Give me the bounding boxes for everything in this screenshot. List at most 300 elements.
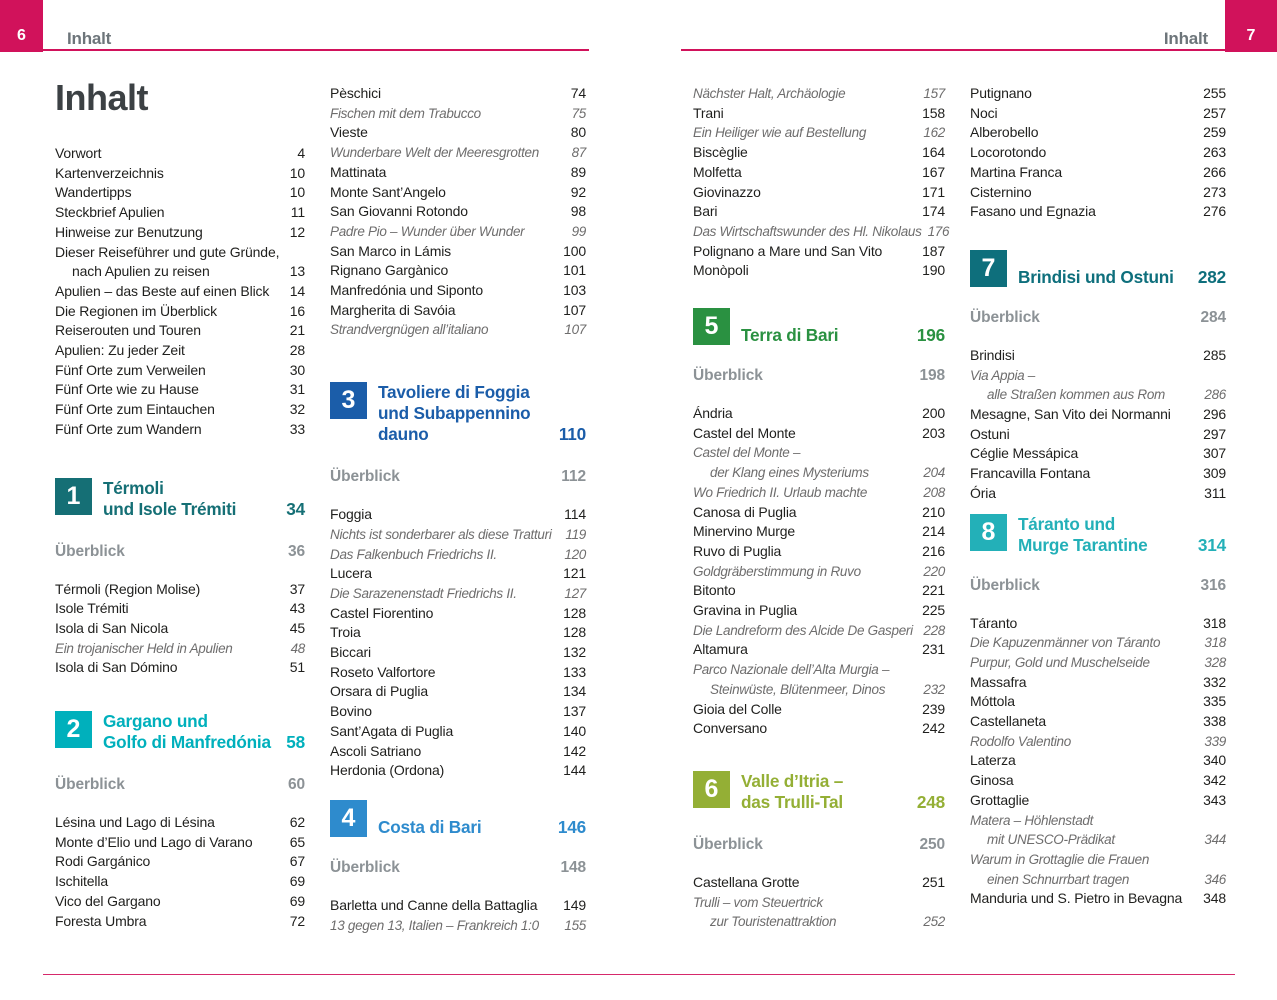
overview-label: Überblick bbox=[693, 835, 763, 853]
chapter-page-number: 110 bbox=[558, 424, 586, 445]
toc-entry bbox=[693, 719, 945, 739]
entry-label: Warum in Grottaglie die Frauen bbox=[970, 851, 1150, 867]
entry-label: Castellana Grotte bbox=[693, 873, 800, 890]
entry-page-number: 87 bbox=[571, 145, 586, 161]
chapter-page-number: 146 bbox=[557, 816, 586, 837]
toc-entry bbox=[970, 143, 1226, 163]
entry-label: Noci bbox=[970, 104, 998, 121]
entry-label: Nichts ist sonderbarer als diese Tratturi bbox=[330, 526, 552, 542]
entry-label: Rodi Gargánico bbox=[55, 853, 151, 870]
toc-entry bbox=[55, 183, 305, 203]
entry-label: Ruvo di Puglia bbox=[693, 542, 782, 559]
entry-label: Ein Heiliger wie auf Bestellung bbox=[693, 125, 867, 141]
chapter-title bbox=[378, 382, 586, 445]
toc-entry bbox=[970, 633, 1226, 653]
entry-label: Ória bbox=[970, 484, 996, 501]
entry-label: Putignano bbox=[970, 85, 1032, 101]
chapter-title-line: Térmoli bbox=[103, 477, 164, 498]
entry-label: Nächster Halt, Archäologie bbox=[693, 86, 846, 101]
entry-page-number: 348 bbox=[1203, 890, 1226, 907]
entry-page-number: 307 bbox=[1203, 445, 1226, 462]
chapter-title-line: und Subappennino bbox=[378, 403, 531, 424]
entry-page-number: 286 bbox=[1204, 387, 1226, 403]
entry-page-number: 309 bbox=[1203, 465, 1226, 482]
entry-page-number: 89 bbox=[570, 163, 586, 180]
chapter-title bbox=[103, 478, 305, 520]
chapter-title-line: Costa di Bari bbox=[378, 816, 482, 837]
toc-entry bbox=[970, 850, 1226, 870]
chapter-number-badge: 2 bbox=[55, 711, 92, 748]
entry-page-number: 228 bbox=[923, 622, 945, 638]
chapter-title bbox=[1018, 514, 1226, 556]
header-rule-right bbox=[681, 49, 1225, 51]
entry-label: Lucera bbox=[330, 565, 372, 582]
entry-label: Fünf Orte zum Wandern bbox=[55, 420, 202, 437]
chapter-number-badge: 5 bbox=[693, 308, 730, 345]
entry-page-number: 221 bbox=[922, 582, 945, 599]
entry-page-number: 69 bbox=[289, 892, 305, 909]
entry-page-number: 158 bbox=[922, 104, 945, 121]
entry-label: Vico del Gargano bbox=[55, 892, 161, 909]
overview-label: Überblick bbox=[970, 308, 1040, 326]
entry-label: Monòpoli bbox=[693, 262, 749, 279]
toc-entry bbox=[693, 873, 945, 893]
entry-page-number: 171 bbox=[922, 183, 945, 200]
entry-label: Brindisi bbox=[970, 346, 1015, 363]
overview-label: Überblick bbox=[330, 468, 400, 486]
entry-page-number: 144 bbox=[563, 762, 586, 779]
toc-entry bbox=[693, 640, 945, 660]
running-header-left: Inhalt bbox=[67, 29, 112, 48]
toc-entry bbox=[970, 771, 1226, 791]
toc-entry bbox=[330, 545, 586, 565]
chapter-title-line: Terra di Bari bbox=[741, 325, 839, 346]
entry-label: Fünf Orte wie zu Hause bbox=[55, 381, 199, 398]
toc-entry bbox=[693, 522, 945, 542]
toc-entry bbox=[55, 262, 305, 282]
page-number-left: 6 bbox=[17, 27, 26, 44]
toc-entry bbox=[970, 791, 1226, 811]
chapter-4-header bbox=[330, 800, 586, 838]
entry-page-number: 74 bbox=[570, 85, 586, 101]
overview-page-number: 148 bbox=[560, 858, 586, 876]
entry-page-number: 13 bbox=[289, 263, 305, 280]
entry-page-number: 239 bbox=[922, 700, 945, 717]
chapter-7-header bbox=[970, 250, 1226, 288]
toc-entry bbox=[970, 732, 1226, 752]
toc-entry bbox=[693, 104, 945, 124]
overview-page-number: 36 bbox=[287, 542, 305, 560]
entry-page-number: 162 bbox=[923, 125, 945, 141]
toc-entry bbox=[330, 643, 586, 663]
entry-page-number: 32 bbox=[289, 401, 305, 418]
toc-entry bbox=[55, 321, 305, 341]
page-number-box-right bbox=[1225, 0, 1277, 52]
footer-rule bbox=[43, 974, 1235, 975]
overview-page-number: 112 bbox=[561, 468, 586, 486]
toc-page-title: Inhalt bbox=[55, 77, 148, 118]
entry-label: Das Wirtschaftswunder des Hl. Nikolaus bbox=[693, 223, 922, 239]
entry-page-number: 128 bbox=[563, 624, 586, 641]
entry-label: nach Apulien zu reisen bbox=[72, 263, 210, 280]
entry-page-number: 311 bbox=[1204, 484, 1226, 501]
entry-label: Herdonia (Ordona) bbox=[330, 762, 445, 779]
entry-label: Isole Trémiti bbox=[55, 600, 129, 617]
entry-page-number: 65 bbox=[289, 833, 305, 850]
entry-label: Fünf Orte zum Eintauchen bbox=[55, 401, 215, 418]
entry-label: Das Falkenbuch Friedrichs II. bbox=[330, 546, 497, 562]
entry-page-number: 204 bbox=[923, 465, 945, 481]
entry-page-number: 114 bbox=[564, 506, 586, 523]
entry-label: Bari bbox=[693, 203, 718, 220]
toc-entry bbox=[330, 604, 586, 624]
entry-page-number: 75 bbox=[571, 105, 586, 121]
toc-entry bbox=[55, 619, 305, 639]
toc-entry bbox=[55, 852, 305, 872]
toc-entry bbox=[330, 722, 586, 742]
entry-page-number: 335 bbox=[1203, 693, 1226, 710]
entry-label: Céglie Messápica bbox=[970, 445, 1079, 462]
toc-entry bbox=[330, 163, 586, 183]
overview-label: Überblick bbox=[55, 542, 125, 560]
entry-label: Wo Friedrich II. Urlaub machte bbox=[693, 484, 868, 500]
chapter-page-number: 282 bbox=[1197, 266, 1226, 287]
chapter-page-number: 58 bbox=[286, 732, 305, 753]
entry-page-number: 140 bbox=[563, 722, 586, 739]
entry-page-number: 132 bbox=[563, 644, 586, 661]
toc-entry bbox=[55, 892, 305, 912]
entry-page-number: 16 bbox=[289, 302, 305, 319]
entry-label: Bitonto bbox=[693, 582, 736, 599]
toc-entry bbox=[330, 320, 586, 340]
entry-page-number: 4 bbox=[297, 145, 305, 161]
toc-entry bbox=[693, 542, 945, 562]
entry-page-number: 187 bbox=[922, 242, 945, 259]
chapter-page-number: 314 bbox=[1197, 534, 1226, 555]
entry-page-number: 99 bbox=[571, 223, 586, 239]
toc-entry bbox=[330, 742, 586, 762]
toc-entry bbox=[970, 614, 1226, 634]
toc-entry bbox=[970, 889, 1226, 909]
entry-label: Apulien – das Beste auf einen Blick bbox=[55, 282, 270, 299]
toc-entry bbox=[330, 623, 586, 643]
entry-page-number: 255 bbox=[1203, 85, 1226, 101]
entry-label: Ándria bbox=[693, 405, 733, 422]
entry-page-number: 43 bbox=[289, 600, 305, 617]
toc-entry bbox=[330, 505, 586, 525]
entry-page-number: 203 bbox=[922, 424, 945, 441]
toc-entry bbox=[970, 84, 1226, 104]
entry-label: Biccari bbox=[330, 644, 371, 661]
entry-page-number: 30 bbox=[289, 361, 305, 378]
entry-page-number: 225 bbox=[922, 602, 945, 619]
entry-page-number: 210 bbox=[922, 503, 945, 520]
chapter-title-line: Golfo di Manfredónia bbox=[103, 732, 271, 753]
entry-page-number: 121 bbox=[563, 565, 586, 582]
toc-entry bbox=[970, 163, 1226, 183]
chapter-page-number: 248 bbox=[916, 791, 945, 812]
entry-page-number: 21 bbox=[289, 322, 305, 339]
entry-label: Reiserouten und Touren bbox=[55, 322, 201, 339]
toc-entry bbox=[693, 680, 945, 700]
entry-page-number: 176 bbox=[927, 223, 950, 239]
entry-label: Grottaglie bbox=[970, 791, 1030, 808]
entry-label: Rignano Gargànico bbox=[330, 262, 449, 279]
entry-label: Monte Sant’Angelo bbox=[330, 183, 446, 200]
overview-page-number: 250 bbox=[919, 835, 945, 853]
entry-page-number: 297 bbox=[1203, 425, 1226, 442]
overview-row bbox=[55, 542, 305, 562]
toc-entry bbox=[693, 183, 945, 203]
entry-label: Molfetta bbox=[693, 163, 742, 180]
toc-entry bbox=[55, 833, 305, 853]
entry-page-number: 48 bbox=[290, 640, 305, 656]
toc-entry bbox=[693, 143, 945, 163]
entry-page-number: 257 bbox=[1203, 104, 1226, 121]
entry-page-number: 120 bbox=[564, 546, 586, 562]
toc-entry bbox=[693, 463, 945, 483]
toc-entry bbox=[970, 366, 1226, 386]
toc-entry bbox=[693, 621, 945, 641]
entry-label: Isola di San Nicola bbox=[55, 619, 169, 636]
toc-entry bbox=[330, 222, 586, 242]
toc-entry bbox=[330, 525, 586, 545]
chapter-8-header bbox=[970, 514, 1226, 556]
toc-entry bbox=[330, 281, 586, 301]
toc-entry bbox=[693, 893, 945, 913]
entry-page-number: 31 bbox=[289, 381, 305, 398]
toc-entry bbox=[970, 385, 1226, 405]
entry-label: Trani bbox=[693, 104, 724, 121]
toc-entry bbox=[693, 660, 945, 680]
toc-entry bbox=[693, 503, 945, 523]
entry-page-number: 338 bbox=[1203, 713, 1226, 730]
entry-page-number: 266 bbox=[1203, 163, 1226, 180]
entry-page-number: 276 bbox=[1203, 203, 1226, 220]
entry-label: Gravina in Puglia bbox=[693, 602, 798, 619]
entry-label: Ascoli Satriano bbox=[330, 742, 422, 759]
entry-label: Térmoli (Region Molise) bbox=[55, 580, 201, 597]
toc-entry bbox=[693, 424, 945, 444]
entry-label: Die Regionen im Überblick bbox=[55, 302, 217, 319]
entry-page-number: 164 bbox=[922, 144, 945, 161]
entry-label: Sant’Agata di Puglia bbox=[330, 722, 454, 739]
toc-entry bbox=[330, 104, 586, 124]
entry-label: Lésina und Lago di Lésina bbox=[55, 814, 215, 831]
chapter-title bbox=[741, 308, 945, 346]
toc-column-3 bbox=[693, 84, 950, 932]
toc-entry bbox=[55, 599, 305, 619]
toc-entry bbox=[693, 581, 945, 601]
entry-label: Ein trojanischer Held in Apulien bbox=[55, 640, 233, 656]
entry-label: Castellaneta bbox=[970, 713, 1047, 730]
entry-label: Parco Nazionale dell’Alta Murgia – bbox=[693, 662, 890, 678]
toc-entry bbox=[970, 673, 1226, 693]
entry-page-number: 107 bbox=[564, 322, 586, 338]
toc-entry bbox=[55, 580, 305, 600]
toc-entry bbox=[693, 123, 945, 143]
chapter-title-line: Brindisi und Ostuni bbox=[1018, 266, 1174, 287]
running-header-right: Inhalt bbox=[1163, 29, 1208, 48]
overview-page-number: 284 bbox=[1200, 308, 1226, 326]
entry-label: Die Landreform des Alcide De Gasperi bbox=[693, 622, 913, 638]
entry-page-number: 344 bbox=[1204, 832, 1226, 848]
entry-label: Castel del Monte bbox=[693, 424, 796, 441]
toc-entry bbox=[330, 183, 586, 203]
entry-label: Manduria und S. Pietro in Bevagna bbox=[970, 890, 1183, 907]
entry-page-number: 28 bbox=[289, 342, 305, 359]
entry-page-number: 231 bbox=[922, 641, 945, 658]
entry-label: Minervino Murge bbox=[693, 523, 796, 540]
toc-entry bbox=[970, 405, 1226, 425]
entry-label: Margherita di Savóia bbox=[330, 301, 456, 318]
entry-label: Foresta Umbra bbox=[55, 912, 147, 929]
toc-entry bbox=[970, 692, 1226, 712]
toc-entry bbox=[970, 346, 1226, 366]
entry-page-number: 332 bbox=[1203, 673, 1226, 690]
entry-page-number: 62 bbox=[289, 814, 305, 831]
chapter-title-line: Táranto und bbox=[1018, 513, 1116, 534]
entry-label: San Giovanni Rotondo bbox=[330, 203, 468, 220]
toc-entry bbox=[330, 123, 586, 143]
entry-page-number: 127 bbox=[564, 585, 586, 601]
entry-label: Alberobello bbox=[970, 124, 1039, 141]
entry-label: Ginosa bbox=[970, 772, 1014, 789]
toc-entry bbox=[330, 663, 586, 683]
toc-entry bbox=[693, 202, 945, 222]
toc-entry bbox=[693, 912, 945, 932]
entry-page-number: 137 bbox=[563, 703, 586, 720]
entry-label: Die Kapuzenmänner von Táranto bbox=[970, 635, 1161, 651]
toc-entry bbox=[970, 464, 1226, 484]
toc-entry bbox=[330, 261, 586, 281]
toc-entry bbox=[330, 916, 586, 936]
entry-label: Steckbrief Apulien bbox=[55, 204, 165, 221]
toc-entry bbox=[693, 562, 945, 582]
entry-label: zur Touristenattraktion bbox=[710, 914, 837, 930]
toc-entry bbox=[330, 202, 586, 222]
toc-entry bbox=[55, 164, 305, 184]
toc-entry bbox=[55, 341, 305, 361]
entry-page-number: 133 bbox=[563, 663, 586, 680]
entry-label: Isola di San Dómino bbox=[55, 659, 178, 676]
chapter-title bbox=[741, 771, 945, 813]
entry-label: 13 gegen 13, Italien – Frankreich 1:0 bbox=[330, 917, 539, 933]
page-number-right: 7 bbox=[1246, 27, 1256, 44]
entry-page-number: 167 bbox=[922, 163, 945, 180]
entry-label: Pèschici bbox=[330, 85, 381, 101]
entry-page-number: 98 bbox=[570, 203, 586, 220]
entry-label: alle Straßen kommen aus Rom bbox=[987, 387, 1165, 403]
entry-page-number: 200 bbox=[922, 405, 945, 422]
entry-page-number: 318 bbox=[1203, 614, 1226, 631]
entry-label: Dieser Reiseführer und gute Gründe, bbox=[55, 243, 280, 260]
entry-page-number: 37 bbox=[289, 580, 305, 597]
toc-entry bbox=[970, 653, 1226, 673]
toc-entry bbox=[970, 484, 1226, 504]
toc-entry bbox=[970, 444, 1226, 464]
toc-entry bbox=[55, 282, 305, 302]
toc-column-4 bbox=[970, 84, 1226, 909]
toc-entry bbox=[693, 242, 945, 262]
entry-label: Massafra bbox=[970, 673, 1027, 690]
entry-page-number: 72 bbox=[289, 912, 305, 929]
toc-entry bbox=[970, 811, 1226, 831]
toc-entry bbox=[55, 813, 305, 833]
chapter-5-header bbox=[693, 308, 945, 346]
entry-label: Francavilla Fontana bbox=[970, 465, 1091, 482]
entry-label: Roseto Valfortore bbox=[330, 663, 436, 680]
entry-label: Manfredónia und Siponto bbox=[330, 282, 483, 299]
toc-entry bbox=[693, 483, 945, 503]
entry-label: Martina Franca bbox=[970, 163, 1063, 180]
toc-entry bbox=[970, 870, 1226, 890]
overview-row bbox=[693, 835, 945, 855]
toc-column-2 bbox=[330, 84, 586, 935]
entry-label: Móttola bbox=[970, 693, 1015, 710]
entry-page-number: 190 bbox=[922, 262, 945, 279]
chapter-title-line: Murge Tarantine bbox=[1018, 534, 1148, 555]
toc-entry bbox=[693, 700, 945, 720]
entry-page-number: 216 bbox=[922, 542, 945, 559]
entry-label: Mattinata bbox=[330, 163, 387, 180]
toc-entry bbox=[693, 163, 945, 183]
entry-page-number: 318 bbox=[1204, 635, 1226, 651]
toc-entry bbox=[55, 361, 305, 381]
entry-label: Giovinazzo bbox=[693, 183, 761, 200]
entry-page-number: 67 bbox=[289, 853, 305, 870]
entry-label: Orsara di Puglia bbox=[330, 683, 428, 700]
toc-entry bbox=[970, 830, 1226, 850]
entry-page-number: 157 bbox=[923, 86, 945, 101]
toc-entry bbox=[970, 712, 1226, 732]
chapter-number-badge: 8 bbox=[970, 514, 1007, 551]
toc-entry bbox=[693, 261, 945, 281]
toc-entry bbox=[693, 222, 950, 242]
entry-label: Kartenverzeichnis bbox=[55, 164, 164, 181]
chapter-title bbox=[1018, 250, 1226, 288]
entry-label: Ostuni bbox=[970, 425, 1010, 442]
entry-label: einen Schnurrbart tragen bbox=[987, 871, 1130, 887]
entry-label: Polignano a Mare und San Vito bbox=[693, 242, 883, 259]
entry-page-number: 149 bbox=[563, 896, 586, 913]
entry-label: Gioia del Colle bbox=[693, 700, 782, 717]
chapter-2-header bbox=[55, 711, 305, 753]
chapter-title-line: Valle d’Itria – bbox=[741, 770, 844, 791]
entry-page-number: 342 bbox=[1203, 772, 1226, 789]
entry-page-number: 273 bbox=[1203, 183, 1226, 200]
entry-page-number: 92 bbox=[570, 183, 586, 200]
entry-page-number: 214 bbox=[922, 523, 945, 540]
entry-page-number: 10 bbox=[289, 184, 305, 201]
entry-page-number: 208 bbox=[923, 484, 945, 500]
entry-page-number: 69 bbox=[289, 873, 305, 890]
entry-label: Mesagne, San Vito dei Normanni bbox=[970, 406, 1171, 423]
toc-entry bbox=[330, 242, 586, 262]
overview-row bbox=[970, 308, 1226, 328]
entry-label: Die Sarazenenstadt Friedrichs II. bbox=[330, 585, 517, 601]
overview-page-number: 316 bbox=[1200, 576, 1226, 594]
entry-page-number: 100 bbox=[563, 242, 586, 259]
toc-entry bbox=[55, 144, 305, 164]
chapter-number-badge: 6 bbox=[693, 771, 730, 808]
page-number-box-left bbox=[0, 0, 43, 52]
chapter-number-badge: 4 bbox=[330, 800, 367, 837]
entry-label: Locorotondo bbox=[970, 144, 1047, 161]
toc-entry bbox=[330, 702, 586, 722]
entry-page-number: 328 bbox=[1204, 654, 1226, 670]
chapter-title-line: dauno bbox=[378, 424, 429, 445]
